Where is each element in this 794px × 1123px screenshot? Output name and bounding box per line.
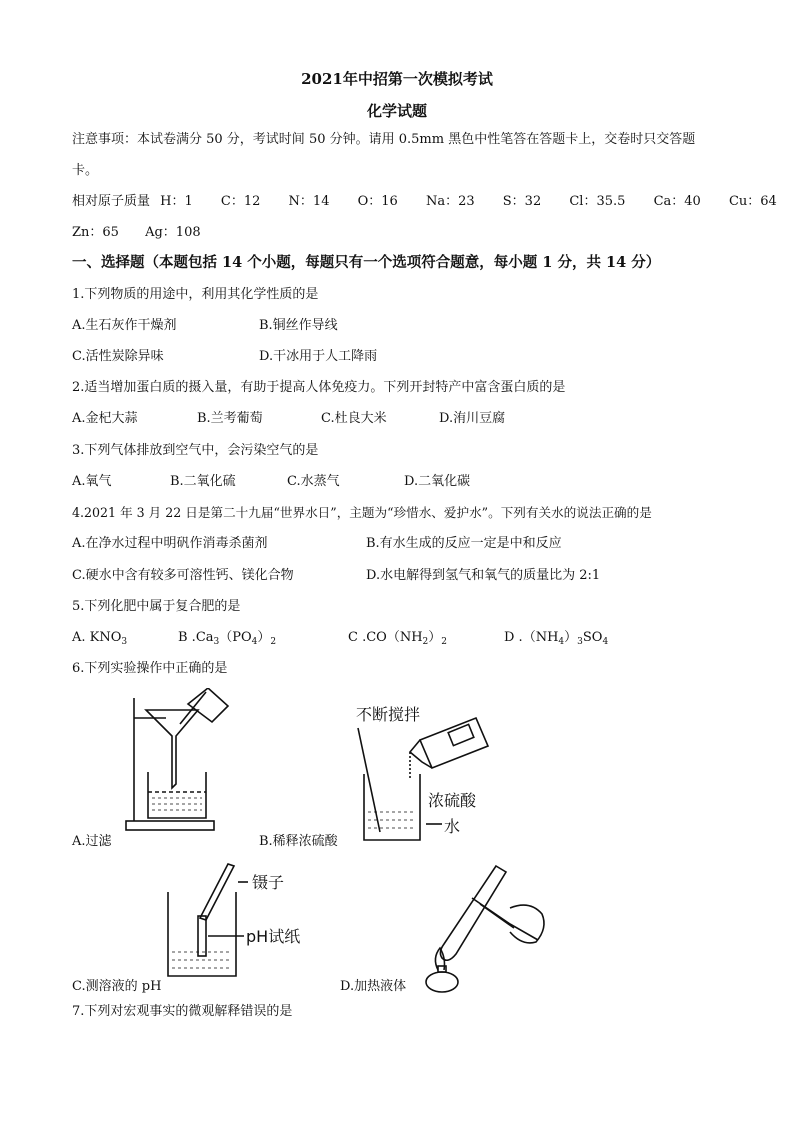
tweezers	[200, 864, 234, 920]
section-heading: 一、选择题（本题包括 14 个小题，每题只有一个选项符合题意，每小题 1 分，共 14 分）	[72, 254, 661, 271]
receiving-beaker	[148, 772, 206, 818]
question-6-stem: 6.下列实验操作中正确的是	[72, 661, 228, 676]
atomic-mass-item: Zn：65	[72, 225, 119, 240]
atomic-mass-item: S：32	[502, 194, 542, 209]
q1-option-d: D.干冰用于人工降雨	[259, 349, 378, 364]
q1-option-c: C.活性炭除异味	[72, 349, 164, 364]
atomic-mass-item: Ag：108	[145, 225, 201, 240]
filtration-apparatus-figure	[118, 688, 238, 838]
q6-option-a: A.过滤	[72, 834, 112, 849]
atomic-mass-label: 相对原子质量	[72, 194, 151, 209]
q3-option-a: A.氧气	[72, 474, 112, 489]
q3-option-c: C.水蒸气	[287, 474, 340, 489]
formula-text: ）	[257, 630, 271, 645]
q3-option-b: B.二氧化硫	[170, 474, 236, 489]
q5-option-b	[178, 629, 276, 651]
subscript: 4	[602, 637, 609, 647]
acid-bottle	[420, 718, 488, 768]
beaker	[364, 774, 420, 840]
formula-text: D .（NH	[504, 630, 559, 645]
hand	[510, 905, 544, 943]
q1-option-b: B.铜丝作导线	[259, 318, 338, 333]
dilution-figure	[340, 700, 500, 850]
formula-text: ）	[428, 630, 442, 645]
q2-option-c: C.杜良大米	[321, 411, 387, 426]
subscript: 3	[577, 637, 583, 647]
question-1-stem: 1.下列物质的用途中，利用其化学性质的是	[72, 287, 319, 302]
q6-option-c: C.测溶液的 pH	[72, 979, 162, 994]
label-water: 水	[444, 817, 461, 836]
funnel	[146, 710, 198, 788]
subscript: 2	[441, 637, 448, 647]
q4-option-b: B.有水生成的反应一定是中和反应	[366, 536, 562, 551]
atomic-mass-item: N：14	[288, 194, 330, 209]
stirring-rod	[358, 728, 380, 832]
test-tube-holder	[472, 898, 538, 940]
formula-text: （PO	[219, 630, 252, 645]
atomic-mass-item: H：1	[160, 194, 193, 209]
heating-liquid-figure	[410, 858, 560, 998]
formula-text: ）	[564, 630, 578, 645]
question-2-stem: 2.适当增加蛋白质的摄入量，有助于提高人体免疫力。下列开封特产中富含蛋白质的是	[72, 380, 566, 395]
subscript: 4	[558, 637, 565, 647]
q4-option-d: D.水电解得到氢气和氧气的质量比为 2:1	[366, 568, 601, 583]
atomic-mass-row-2	[72, 224, 201, 242]
atomic-mass-row-1	[72, 193, 777, 211]
q6-option-b: B.稀释浓硫酸	[259, 834, 338, 849]
q4-option-c: C.硬水中含有较多可溶性钙、镁化合物	[72, 568, 294, 583]
q5-option-d	[504, 629, 608, 651]
q1-option-a: A.生石灰作干燥剂	[72, 318, 177, 333]
ph-test-figure	[160, 852, 320, 982]
label-acid: 浓硫酸	[428, 791, 477, 810]
q3-option-d: D.二氧化碳	[404, 474, 471, 489]
atomic-mass-item: C：12	[220, 194, 261, 209]
label-tweezers: 镊子	[252, 873, 285, 892]
formula-text: A. KNO	[72, 630, 122, 645]
atomic-mass-item: Na：23	[425, 194, 475, 209]
q5-option-a	[72, 629, 127, 651]
atomic-mass-item: Ca：40	[653, 194, 701, 209]
formula-text: B .Ca	[178, 630, 214, 645]
atomic-mass-item: Cl：35.5	[569, 194, 626, 209]
formula-text: C .CO（NH	[348, 630, 423, 645]
question-7-stem: 7.下列对宏观事实的微观解释错误的是	[72, 1004, 293, 1019]
atomic-mass-item: Cu：64	[728, 194, 777, 209]
question-4-stem: 4.2021 年 3 月 22 日是第二十九届“世界水日”，主题为“珍惜水、爱护水”。下列有关水的说法正确的是	[72, 505, 652, 520]
ph-paper	[198, 916, 206, 956]
subscript: 2	[422, 637, 429, 647]
label-stir: 不断搅拌	[356, 705, 421, 724]
subscript: 3	[213, 637, 220, 647]
subscript: 2	[270, 637, 277, 647]
exam-title: 2021年中招第一次模拟考试	[301, 70, 493, 88]
q6-option-d: D.加热液体	[340, 979, 407, 994]
exam-subtitle: 化学试题	[366, 102, 427, 120]
q2-option-a: A.金杞大蒜	[72, 411, 138, 426]
notes-line-1: 注意事项：本试卷满分 50 分，考试时间 50 分钟。请用 0.5mm 黑色中性笔答在答题卡上，交卷时只交答题	[72, 132, 696, 147]
label-ph-paper: pH试纸	[246, 927, 301, 946]
alcohol-lamp	[426, 972, 458, 992]
formula-text: SO	[582, 630, 603, 645]
q5-option-c	[348, 629, 447, 651]
notes-line-2: 卡。	[72, 163, 99, 178]
atomic-mass-item: O：16	[357, 194, 398, 209]
test-tube	[440, 866, 506, 960]
question-3-stem: 3.下列气体排放到空气中，会污染空气的是	[72, 443, 319, 458]
subscript: 3	[121, 637, 128, 647]
q2-option-d: D.洧川豆腐	[439, 411, 506, 426]
holder-arm	[480, 904, 514, 928]
stand-base	[126, 821, 214, 830]
q4-option-a: A.在净水过程中明矾作消毒杀菌剂	[72, 536, 268, 551]
q2-option-b: B.兰考葡萄	[197, 411, 263, 426]
subscript: 4	[251, 637, 258, 647]
beaker	[168, 892, 236, 976]
pouring-beaker	[188, 688, 228, 722]
question-5-stem: 5.下列化肥中属于复合肥的是	[72, 599, 241, 614]
